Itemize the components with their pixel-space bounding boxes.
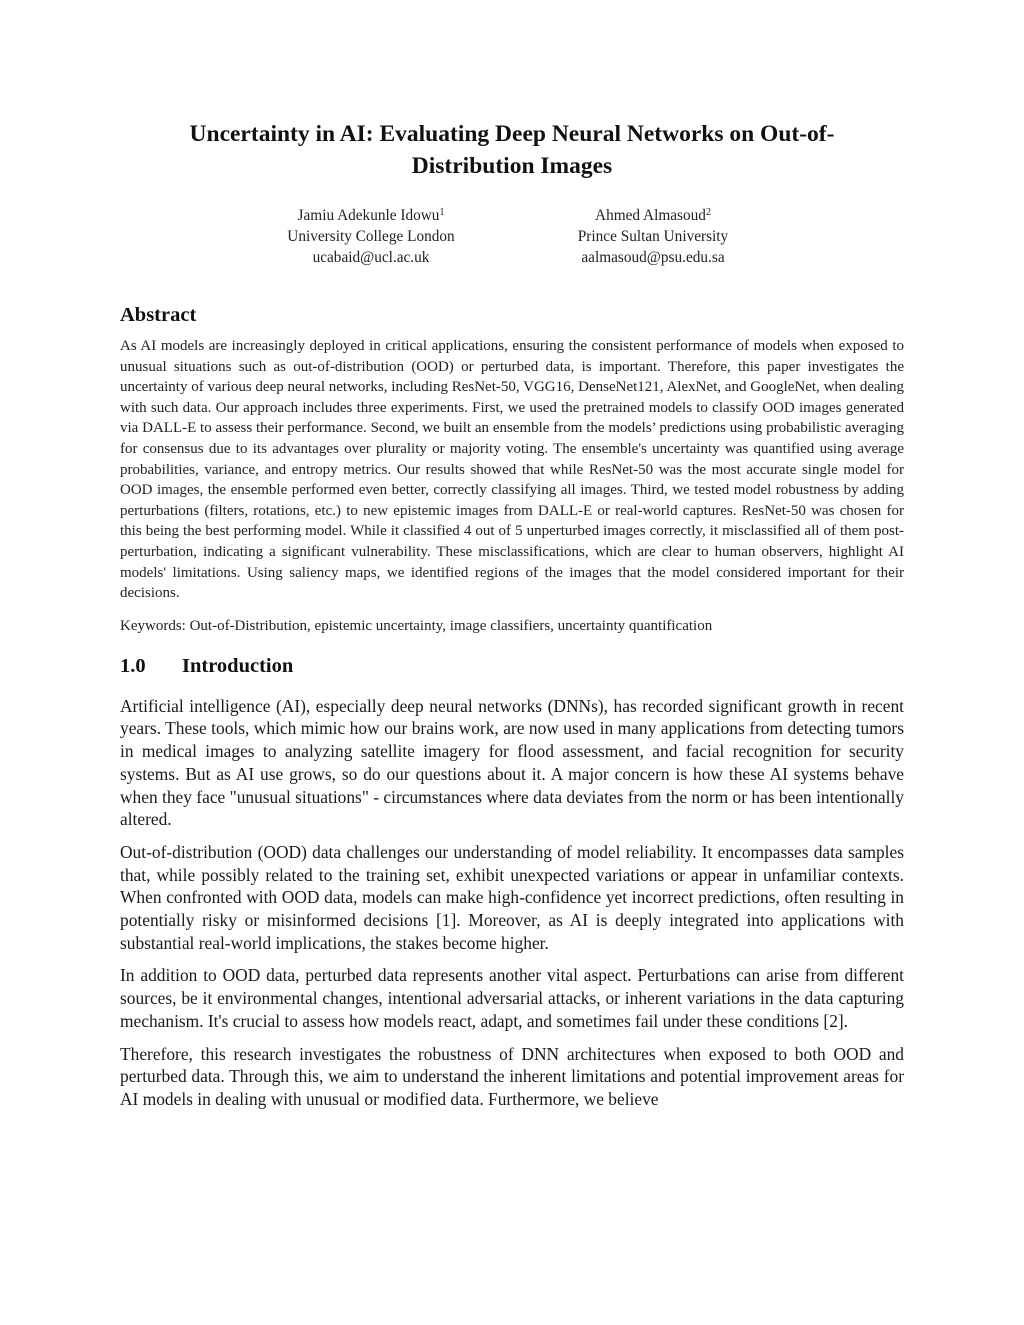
author-block: [120, 202, 904, 268]
section-heading: [120, 655, 904, 678]
section-title: Introduction: [182, 654, 294, 677]
author-affiliation: University College London: [287, 228, 455, 245]
author-2: [555, 202, 751, 268]
abstract-text: As AI models are increasingly deployed in critical applications, ensuring the consistent performance of models when exposed to unusual situations such as out-of-distribution (OOD) or perturbed data, is important. Therefore, this paper investigates the uncertainty of various deep neural networks, including ResNet-50, VGG16, DenseNet121, AlexNet, and GoogleNet, when dealing with such data. Our approach includes three experiments. First, we used the pretrained models to classify OOD images generated via DALL-E to assess their performance. Second, we built an ensemble from the models’ predictions using probabilistic averaging for consensus due to its advantages over plurality or majority voting. The ensemble's uncertainty was quantified using average probabilities, variance, and entropy metrics. Our results showed that while ResNet-50 was the most accurate single model for OOD images, the ensemble performed even better, correctly classifying all images. Third, we tested model robustness by adding perturbations (filters, rotations, etc.) to new epistemic images from DALL-E or real-world captures. ResNet-50 was chosen for this being the best performing model. While it classified 4 out of 5 unperturbed images correctly, it misclassified all of them post-perturbation, indicating a significant vulnerability. These misclassifications, which are clear to human observers, highlight AI models' limitations. Using saliency maps, we identified regions of the images that the model considered important for their decisions.: [120, 338, 904, 602]
author-email: aalmasoud@psu.edu.sa: [581, 249, 725, 266]
author-1: [273, 202, 469, 268]
intro-paragraph-2: Out-of-distribution (OOD) data challenges our understanding of model reliability. It encompasses data samples that, while possibly related to the training set, exhibit unexpected variations or appear in unfamiliar contexts. When confronted with OOD data, models can make high-confidence yet incorrect predictions, often resulting in potentially risky or misinformed decisions [1]. Moreover, as AI is deeply integrated into applications with substantial real-world implications, the stakes become higher.: [120, 841, 904, 953]
intro-paragraph-3: In addition to OOD data, perturbed data represents another vital aspect. Perturbations can arise from different sources, be it environmental changes, intentional adversarial attacks, or inherent variations in the data capturing mechanism. It's crucial to assess how models react, adapt, and sometimes fail under these conditions [2].: [120, 965, 904, 1031]
author-affiliation: Prince Sultan University: [577, 228, 729, 245]
author-name: Ahmed Almasoud: [595, 207, 706, 224]
intro-paragraph-1: Artificial intelligence (AI), especially deep neural networks (DNNs), has recorded significant growth in recent years. These tools, which mimic how our brains work, are now used in many applications from detecting tumors in medical images to analyzing satellite imagery for flood assessment, and facial recognition for security systems. But as AI use grows, so do our questions about it. A major concern is how these AI systems behave when they face "unusual situations" - circumstances where data deviates from the norm or has been intentionally altered.: [120, 695, 904, 830]
paper-page: [120, 118, 904, 1121]
section-number: 1.0: [120, 654, 146, 677]
author-superscript: 1: [439, 207, 445, 218]
author-email: ucabaid@ucl.ac.uk: [312, 249, 430, 266]
intro-paragraph-4: Therefore, this research investigates the robustness of DNN architectures when exposed to both OOD and perturbed data. Through this, we aim to understand the inherent limitations and potential improvement areas for AI models in dealing with unusual or modified data. Furthermore, we believe: [120, 1043, 904, 1109]
abstract-heading: Abstract: [120, 304, 197, 326]
keywords: Keywords: Out-of-Distribution, epistemic uncertainty, image classifiers, uncertainty quantification: [120, 617, 713, 634]
author-superscript: 2: [705, 207, 711, 218]
author-name: Jamiu Adekunle Idowu: [297, 207, 440, 224]
paper-title: Uncertainty in AI: Evaluating Deep Neural Networks on Out-of-Distribution Images: [189, 121, 835, 179]
